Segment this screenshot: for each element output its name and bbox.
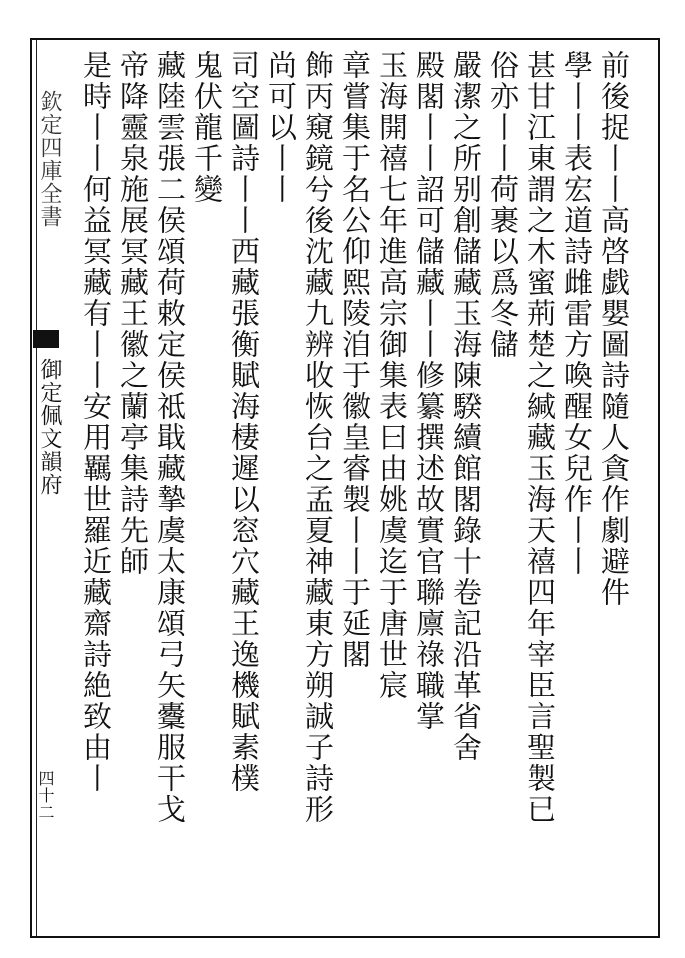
text-column: 帝降靈泉施展冥藏王徽之蘭亭集詩先師 bbox=[116, 50, 150, 577]
page-number: 四十二 bbox=[36, 770, 55, 821]
running-title: 欽定四庫全書 bbox=[37, 90, 62, 228]
text-column: 藏陸雲張二侯頌荷敕定侯祗戢藏摯虞太康頌弓矢櫜服干戈 bbox=[153, 50, 187, 825]
text-column: 司空圖詩丨丨西藏張衡賦海棲遲以窓穴藏王逸機賦素樸 bbox=[227, 50, 261, 794]
text-column: 甚甘江東謂之木蜜荊楚之緘藏玉海天禧四年宰臣言聖製已 bbox=[523, 50, 557, 825]
text-column: 章嘗集于名公仰熙陵洎于徽皇睿製丨丨于延閣 bbox=[338, 50, 372, 670]
text-column: 嚴潔之所别創儲藏玉海陳騤續館閣錄十卷記沿革省舍 bbox=[449, 50, 483, 763]
text-column: 俗亦丨丨荷裹以爲冬儲 bbox=[486, 50, 520, 360]
text-column: 飾丙窺鏡兮後沈藏九辨收恢台之孟夏神藏東方朔誠子詩形 bbox=[301, 50, 335, 825]
text-column: 玉海開禧七年進高宗御集表曰由姚虞迄于唐世宸 bbox=[375, 50, 409, 701]
text-column: 殿閣丨丨詔可儲藏丨丨修纂撰述故實官聯廪祿職掌 bbox=[412, 50, 446, 732]
frame-bottom-border bbox=[30, 936, 658, 938]
fishtail-mark bbox=[33, 330, 59, 348]
text-column: 是時丨丨何益冥藏有丨丨安用羈世羅近藏齋詩絶致由丨 bbox=[79, 50, 113, 794]
margin-block bbox=[32, 40, 62, 936]
frame-top-border bbox=[30, 38, 658, 40]
text-column: 鬼伏龍千變 bbox=[190, 50, 224, 205]
text-column: 前後捉丨丨高啓戯嬰圖詩隨人貪作劇避件 bbox=[597, 50, 631, 608]
text-column: 尚可以丨丨 bbox=[264, 50, 298, 205]
frame-right-border bbox=[658, 38, 660, 938]
book-title: 御定佩文韻府 bbox=[37, 358, 62, 496]
text-column: 學丨丨表宏道詩雌雷方喚醒女兒作丨丨 bbox=[560, 50, 594, 577]
